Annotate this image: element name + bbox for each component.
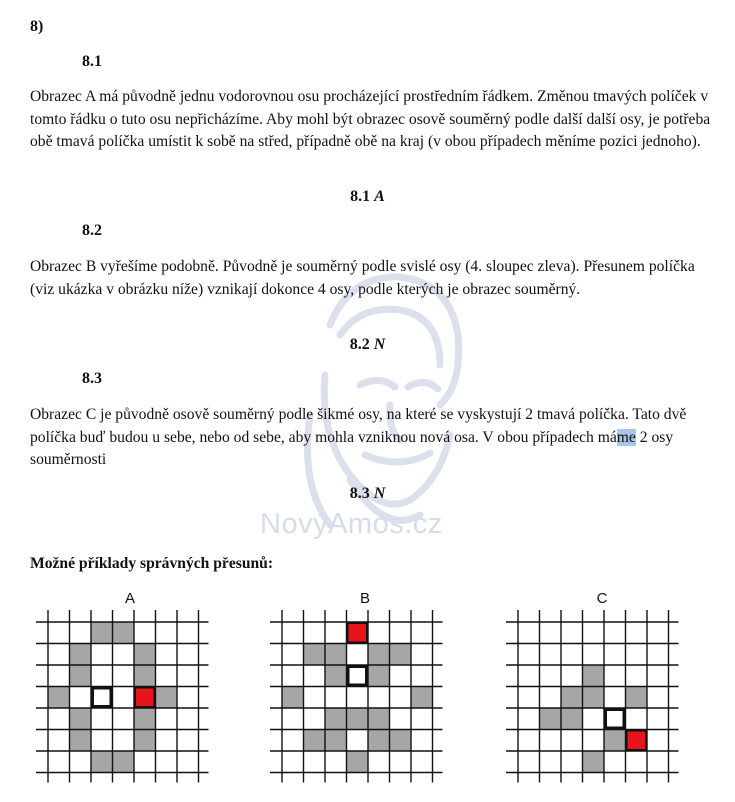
gray-cell xyxy=(325,730,347,752)
gray-cell xyxy=(70,708,92,730)
section-text-8-1: Obrazec A má původně jednu vodorovnou osu procházející prostředním řádkem. Změnou tmavých políček v tomto řádku o tuto osu nepřicházíme. Aby mohl být obrazec osově souměrný podle další další osy, je potřeba obě tmavá políčka umístit k sobě na střed, případně obě na kraj (v obou případech měníme pozici jednoho). xyxy=(30,88,711,150)
gray-cell xyxy=(368,644,390,666)
gray-cell xyxy=(156,687,178,709)
gray-cell xyxy=(583,665,605,687)
gray-cell xyxy=(304,730,326,752)
gray-cell xyxy=(390,644,412,666)
grid-label-c: C xyxy=(596,590,608,607)
answer-8-2 xyxy=(0,336,735,354)
gray-cell xyxy=(368,665,390,687)
gray-cell xyxy=(91,622,113,644)
gray-cell xyxy=(347,708,369,730)
section-number-8-3: 8.3 xyxy=(82,370,102,387)
gray-cell xyxy=(561,687,583,709)
section-text-8-3 xyxy=(30,404,720,472)
gray-cell xyxy=(282,687,304,709)
gray-cell xyxy=(411,687,433,709)
watermark-text: NovýAmos.cz xyxy=(260,508,443,540)
gray-cell xyxy=(325,665,347,687)
text-part: 2 osy souměrnosti xyxy=(30,428,674,468)
gray-cell xyxy=(347,751,369,773)
text-part: Obrazec C je původně osově souměrný podle šikmé osy, na které se vyskystují 2 tmavá políčka. Tato dvě políčka buď budou u sebe, nebo od sebe, aby mohla vzniknou nová osa. V obou případech má xyxy=(30,406,687,446)
answer-number: 8.2 xyxy=(349,336,370,353)
red-cell xyxy=(626,730,648,752)
gray-cell xyxy=(604,730,626,752)
answer-number: 8.1 xyxy=(350,188,371,205)
grid-label-b: B xyxy=(359,590,370,607)
section-number-8-1: 8.1 xyxy=(82,53,102,70)
gray-cell xyxy=(134,644,156,666)
gray-cell xyxy=(70,730,92,752)
answer-letter: N xyxy=(373,485,386,502)
original-position-cell xyxy=(93,688,112,707)
gray-cell xyxy=(561,708,583,730)
section-text-8-2: Obrazec B vyřešíme podobně. Původně je souměrný podle svislé osy (4. sloupec zleva). Přesunem políčka (viz ukázka v obrázku níže) vznikají dokonce 4 osy, podle kterých je obrazec souměrný. xyxy=(30,258,695,298)
exercise-number: 8) xyxy=(30,18,44,35)
grid-c xyxy=(504,608,700,786)
gray-cell xyxy=(325,708,347,730)
gray-cell xyxy=(390,730,412,752)
gray-cell xyxy=(583,687,605,709)
gray-cell xyxy=(368,708,390,730)
gray-cell xyxy=(113,751,135,773)
gray-cell xyxy=(134,708,156,730)
grid-b xyxy=(268,608,464,786)
grid-label-a: A xyxy=(124,590,135,607)
text-selection-highlight[interactable]: me xyxy=(616,428,636,446)
gray-cell xyxy=(540,708,562,730)
gray-cell xyxy=(134,730,156,752)
gray-cell xyxy=(113,622,135,644)
gray-cell xyxy=(91,751,113,773)
gray-cell xyxy=(325,644,347,666)
answer-8-1 xyxy=(0,188,735,206)
grid-a xyxy=(34,608,230,786)
answer-letter: N xyxy=(373,336,386,353)
gray-cell xyxy=(368,730,390,752)
section-number-8-2: 8.2 xyxy=(82,222,102,239)
gray-cell xyxy=(626,687,648,709)
gray-cell xyxy=(70,665,92,687)
gray-cell xyxy=(48,687,70,709)
red-cell xyxy=(134,687,156,709)
answer-letter: A xyxy=(374,188,385,205)
gray-cell xyxy=(304,644,326,666)
red-cell xyxy=(347,622,369,644)
original-position-cell xyxy=(606,710,625,729)
gray-cell xyxy=(70,644,92,666)
answer-8-3 xyxy=(0,485,735,503)
gray-cell xyxy=(134,665,156,687)
examples-heading: Možné příklady správných přesunů: xyxy=(30,555,274,572)
answer-number: 8.3 xyxy=(349,485,370,502)
original-position-cell xyxy=(348,667,367,686)
gray-cell xyxy=(583,751,605,773)
